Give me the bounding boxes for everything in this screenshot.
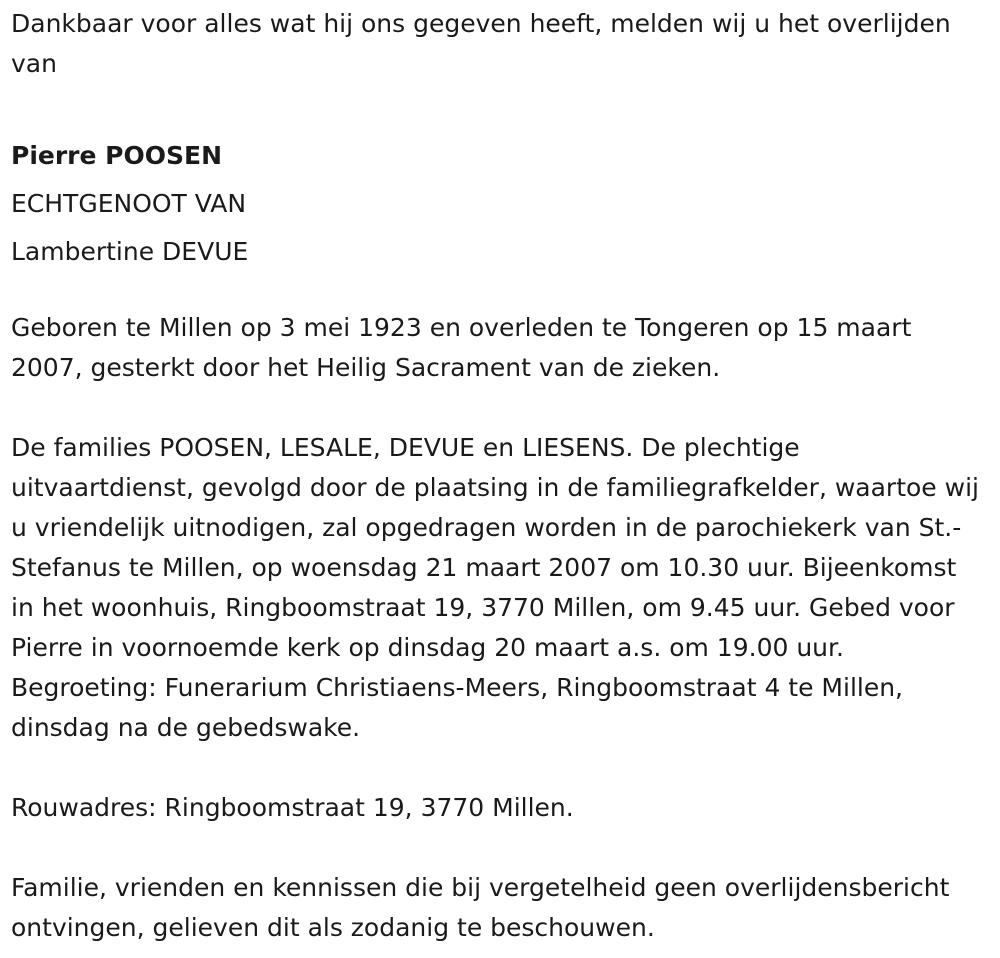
deceased-name: Pierre POOSEN bbox=[11, 141, 222, 170]
spacer bbox=[11, 748, 986, 788]
obituary-notice bbox=[11, 4, 986, 948]
closing-paragraph: Familie, vrienden en kennissen die bij vergetelheid geen overlijdensbericht ontvingen, gelieven dit als zodanig te beschouwen. bbox=[11, 873, 950, 942]
spacer bbox=[11, 84, 986, 124]
relation-label: ECHTGENOOT VAN bbox=[11, 189, 247, 218]
spacer bbox=[11, 388, 986, 428]
birth-death-paragraph: Geboren te Millen op 3 mei 1923 en overleden te Tongeren op 15 maart 2007, gesterkt door het Heilig Sacrament van de zieken. bbox=[11, 313, 912, 382]
spacer bbox=[11, 828, 986, 868]
spacer bbox=[11, 276, 986, 308]
spouse-name: Lambertine DEVUE bbox=[11, 237, 249, 266]
mourning-address: Rouwadres: Ringboomstraat 19, 3770 Millen. bbox=[11, 793, 574, 822]
funeral-details-paragraph: De families POOSEN, LESALE, DEVUE en LIESENS. De plechtige uitvaartdienst, gevolgd door de plaatsing in de familiegrafkelder, waartoe wij u vriendelijk uitnodigen, zal opgedragen worden in de parochiekerk van St.-Stefanus te Millen, op woensdag 21 maart 2007 om 10.30 uur. Bijeenkomst in het woonhuis, Ringboomstraat 19, 3770 Millen, om 9.45 uur. Gebed voor Pierre in voornoemde kerk op dinsdag 20 maart a.s. om 19.00 uur. Begroeting: Funerarium Christiaens-Meers, Ringboomstraat 4 te Millen, dinsdag na de gebedswake. bbox=[11, 433, 979, 742]
intro-paragraph: Dankbaar voor alles wat hij ons gegeven heeft, melden wij u het overlijden van bbox=[11, 9, 951, 78]
